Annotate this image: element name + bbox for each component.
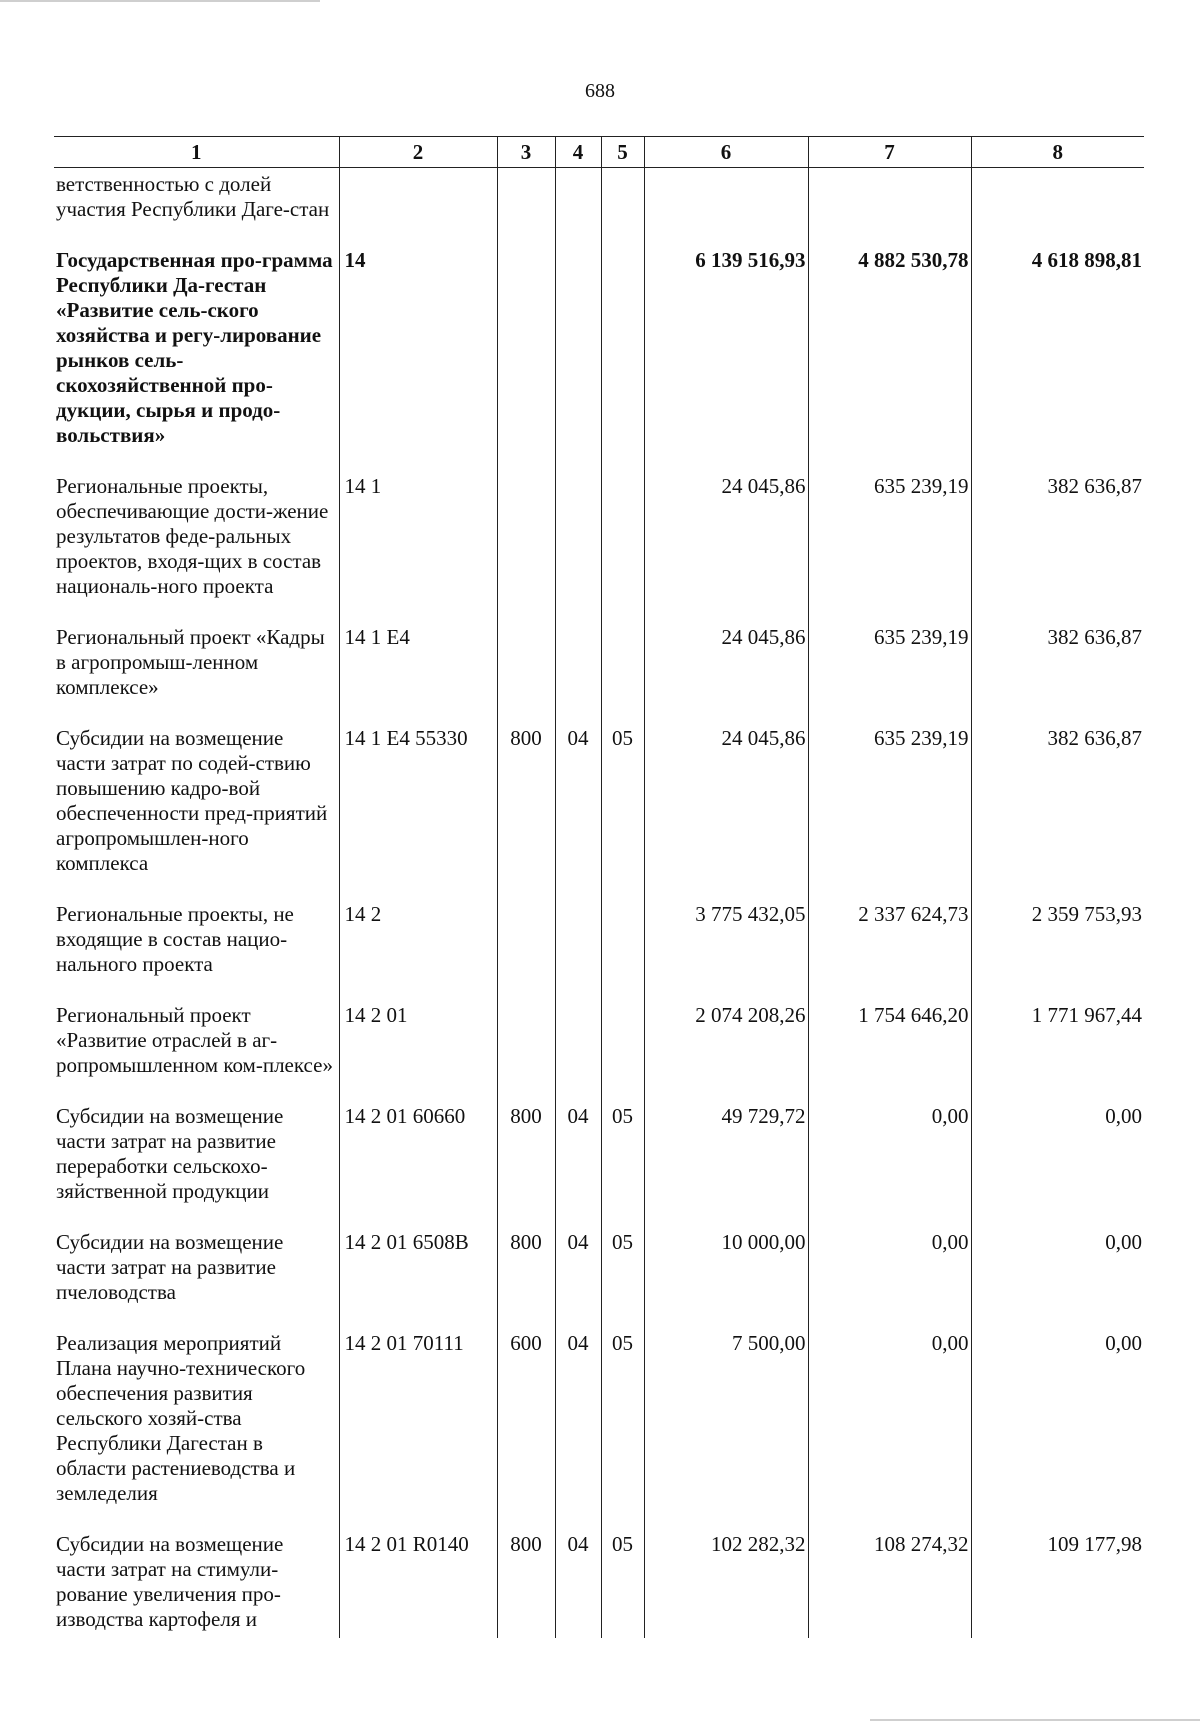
row-code: [339, 168, 497, 249]
row-col4: 04: [555, 726, 601, 902]
table-row: [54, 168, 1144, 249]
table-row: [54, 1331, 1144, 1532]
row-value-6: 10 000,00: [644, 1230, 808, 1331]
row-value-8: 382 636,87: [971, 726, 1144, 902]
table-row: [54, 1003, 1144, 1104]
row-col3: 800: [497, 726, 555, 902]
row-value-7: 4 882 530,78: [808, 248, 971, 474]
row-col4: [555, 474, 601, 625]
row-name: Субсидии на возмещение части затрат на развитие пчеловодства: [56, 1230, 284, 1304]
row-code: 14 2 01 60660: [339, 1104, 497, 1230]
scan-edge-top: [0, 0, 320, 2]
row-value-7: 0,00: [808, 1230, 971, 1331]
row-value-8: 0,00: [971, 1230, 1144, 1331]
row-col3: [497, 474, 555, 625]
row-col4: 04: [555, 1230, 601, 1331]
row-col5: [601, 902, 644, 1003]
table-row: [54, 726, 1144, 902]
row-value-7: 635 239,19: [808, 474, 971, 625]
row-value-7: 0,00: [808, 1331, 971, 1532]
row-name: Региональный проект «Кадры в агропромыш-ленном комплексе»: [56, 625, 325, 699]
row-col4: [555, 248, 601, 474]
row-value-6: 24 045,86: [644, 726, 808, 902]
row-col3: [497, 902, 555, 1003]
table-row: [54, 1532, 1144, 1638]
row-name: Региональный проект «Развитие отраслей в аг-ропромышленном ком-плексе»: [56, 1003, 333, 1077]
header-row: [54, 137, 1144, 168]
row-value-6: 3 775 432,05: [644, 902, 808, 1003]
column-header: 5: [601, 137, 644, 168]
column-header: 2: [339, 137, 497, 168]
row-value-6: 6 139 516,93: [644, 248, 808, 474]
row-name: ветственностью с долей участия Республики Даге-стан: [56, 172, 330, 221]
row-code: 14 2 01: [339, 1003, 497, 1104]
column-header: 4: [555, 137, 601, 168]
row-col4: 04: [555, 1532, 601, 1638]
table-row: [54, 474, 1144, 625]
table-row: [54, 625, 1144, 726]
row-value-6: 49 729,72: [644, 1104, 808, 1230]
row-value-6: 7 500,00: [644, 1331, 808, 1532]
row-value-8: [971, 168, 1144, 249]
row-value-6: 24 045,86: [644, 625, 808, 726]
table-row: [54, 1230, 1144, 1331]
row-value-7: 635 239,19: [808, 625, 971, 726]
row-value-8: 1 771 967,44: [971, 1003, 1144, 1104]
row-col5: 05: [601, 1532, 644, 1638]
column-header: 6: [644, 137, 808, 168]
row-col5: 05: [601, 1331, 644, 1532]
scan-edge-bottom: [870, 1719, 1200, 1721]
row-col3: 800: [497, 1532, 555, 1638]
row-col5: [601, 474, 644, 625]
row-value-8: 382 636,87: [971, 474, 1144, 625]
row-name: Субсидии на возмещение части затрат на развитие переработки сельскохо-зяйственной продукции: [56, 1104, 284, 1203]
row-code: 14 1 Е4 55330: [339, 726, 497, 902]
row-value-8: 382 636,87: [971, 625, 1144, 726]
row-col5: [601, 168, 644, 249]
row-value-6: 2 074 208,26: [644, 1003, 808, 1104]
row-col5: [601, 625, 644, 726]
row-col3: 600: [497, 1331, 555, 1532]
row-col3: [497, 168, 555, 249]
row-col3: [497, 625, 555, 726]
row-col5: 05: [601, 1230, 644, 1331]
row-col5: 05: [601, 1104, 644, 1230]
row-name: Реализация мероприятий Плана научно-технического обеспечения развития сельского хозяй-ства Республики Дагестан в области растениеводства и земледелия: [56, 1331, 306, 1505]
row-code: 14 1: [339, 474, 497, 625]
row-value-7: 1 754 646,20: [808, 1003, 971, 1104]
table-row: [54, 902, 1144, 1003]
row-col4: [555, 902, 601, 1003]
row-value-6: [644, 168, 808, 249]
column-header: 3: [497, 137, 555, 168]
row-col5: [601, 1003, 644, 1104]
row-name: Региональные проекты, не входящие в состав нацио-нального проекта: [56, 902, 294, 976]
page-number: 688: [585, 80, 615, 102]
row-col3: [497, 1003, 555, 1104]
row-value-8: 4 618 898,81: [971, 248, 1144, 474]
table-row: [54, 1104, 1144, 1230]
row-value-8: 0,00: [971, 1104, 1144, 1230]
row-col4: [555, 168, 601, 249]
column-header: 8: [971, 137, 1144, 168]
row-col5: [601, 248, 644, 474]
column-header: 7: [808, 137, 971, 168]
row-code: 14 2: [339, 902, 497, 1003]
row-name: Региональные проекты, обеспечивающие дости-жение результатов феде-ральных проектов, входя-щих в состав националь-ного проекта: [56, 474, 329, 598]
row-value-8: 2 359 753,93: [971, 902, 1144, 1003]
row-value-7: 2 337 624,73: [808, 902, 971, 1003]
row-value-7: 0,00: [808, 1104, 971, 1230]
row-value-6: 24 045,86: [644, 474, 808, 625]
row-code: 14 2 01 R0140: [339, 1532, 497, 1638]
row-name: Субсидии на возмещение части затрат на стимули-рование увеличения про-изводства картофеля и: [56, 1532, 284, 1631]
row-name: Субсидии на возмещение части затрат по содей-ствию повышению кадро-вой обеспеченности пред-приятий агропромышлен-ного комплекса: [56, 726, 328, 875]
row-col4: 04: [555, 1104, 601, 1230]
row-col5: 05: [601, 726, 644, 902]
table-row: [54, 248, 1144, 474]
row-value-7: 635 239,19: [808, 726, 971, 902]
row-col4: [555, 625, 601, 726]
row-code: 14: [339, 248, 497, 474]
row-value-8: 0,00: [971, 1331, 1144, 1532]
column-header: 1: [54, 137, 339, 168]
row-name: Государственная про-грамма Республики Да-гестан «Развитие сель-ского хозяйства и регу-лирование рынков сель-скохозяйственной про-дукции, сырья и продо-вольствия»: [56, 248, 333, 447]
row-value-7: 108 274,32: [808, 1532, 971, 1638]
budget-table: [54, 136, 1144, 1638]
row-col3: 800: [497, 1230, 555, 1331]
row-col3: [497, 248, 555, 474]
row-code: 14 2 01 6508В: [339, 1230, 497, 1331]
row-value-8: 109 177,98: [971, 1532, 1144, 1638]
row-code: 14 2 01 70111: [339, 1331, 497, 1532]
row-value-7: [808, 168, 971, 249]
row-col3: 800: [497, 1104, 555, 1230]
row-code: 14 1 Е4: [339, 625, 497, 726]
row-col4: 04: [555, 1331, 601, 1532]
row-col4: [555, 1003, 601, 1104]
row-value-6: 102 282,32: [644, 1532, 808, 1638]
